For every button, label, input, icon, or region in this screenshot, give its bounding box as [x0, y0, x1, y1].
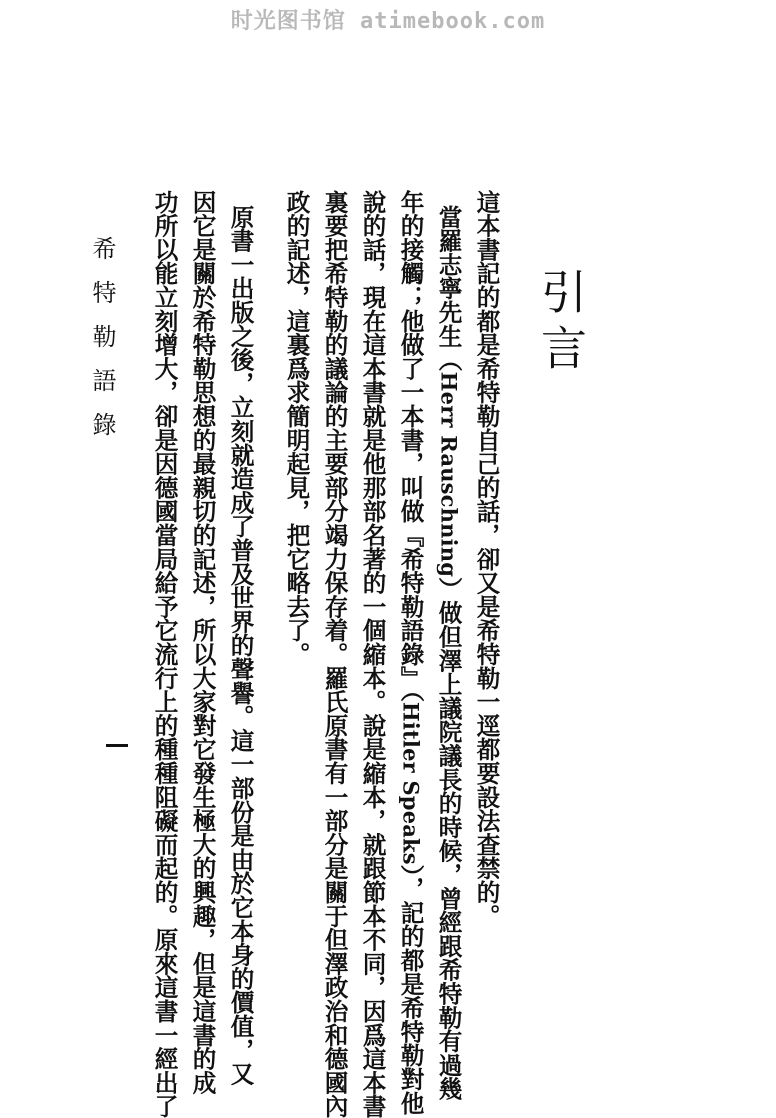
watermark: 时光图书馆 atimebook.com [230, 9, 546, 34]
latin-name: Herr Rauschning [436, 371, 462, 578]
text-segment: ），記的都是希特勒對他 [396, 864, 425, 1115]
page-number [106, 744, 128, 747]
text-column-1: 這本書記的都是希特勒自己的話，卻又是希特勒一逕都要設法查禁的。 [472, 190, 501, 928]
text-column-7: 原書一出版之後，立刻就造成了普及世界的聲譽。這一部份是由於它本身的價值，又 [226, 205, 255, 1086]
text-column-4: 說的話，現在這本書就是他那部名著的一個縮本。說是縮本，就跟節本不同，因爲這本書 [358, 190, 387, 1118]
book-title-latin: Hitler Speaks [398, 701, 424, 865]
text-column-5: 裏要把希特勒的議論的主要部分竭力保存着。羅氏原書有一部分是關于但澤政治和德國內 [320, 190, 349, 1118]
text-column-2 [434, 205, 463, 1101]
text-segment: 年的接觸；他做了一本書，叫做『希特勒語錄』（ [396, 190, 425, 702]
text-column-9: 功所以能立刻增大，卻是因德國當局給予它流行上的種種阻礙而起的。原來這書一經出了 [150, 190, 179, 1118]
running-title: 希特勒語錄 [88, 236, 116, 456]
text-column-6: 政的記述，這裏爲求簡明起見，把它略去了。 [282, 190, 311, 666]
text-column-3 [396, 190, 425, 1115]
section-heading: 引言 [534, 268, 588, 380]
text-column-8: 因它是關於希特勒思想的最親切的記述，所以大家對它發生極大的興趣，但是這書的成 [188, 190, 217, 1095]
text-segment: ）做但澤上議院議長的時候，曾經跟希特勒有過幾 [434, 577, 463, 1101]
text-segment: 當羅志寧先生（ [434, 205, 463, 372]
